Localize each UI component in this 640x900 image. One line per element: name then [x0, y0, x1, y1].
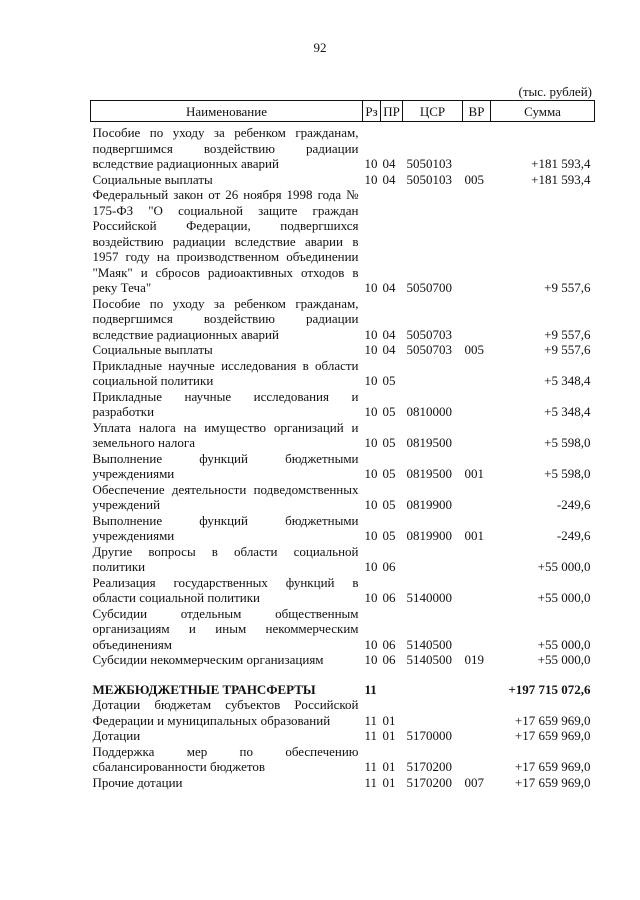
cell-sum: +55 000,0 — [537, 636, 591, 652]
table-row — [91, 296, 595, 343]
table-header-row — [91, 101, 595, 122]
cell-pr: 06 — [382, 590, 396, 605]
cell-csr: 5050700 — [406, 280, 452, 295]
cell-vr — [463, 482, 491, 513]
table-row — [91, 682, 595, 698]
cell-rz: 10 — [364, 280, 378, 295]
cell-csr: 5140500 — [406, 636, 452, 652]
cell-pr: 05 — [382, 466, 396, 481]
cell-sum: +17 659 969,0 — [514, 728, 591, 743]
cell-name: Социальные выплаты — [92, 171, 213, 187]
cell-vr — [463, 122, 491, 172]
cell-rz: 10 — [364, 404, 378, 419]
cell-sum: +17 659 969,0 — [514, 712, 591, 728]
cell-pr — [381, 682, 403, 698]
cell-sum: +5 348,4 — [544, 404, 591, 419]
table-row — [91, 172, 595, 188]
cell-pr: 01 — [382, 774, 396, 790]
cell-vr — [463, 575, 491, 606]
cell-sum: +9 557,6 — [544, 326, 591, 342]
cell-sum: +17 659 969,0 — [514, 759, 591, 774]
table-row — [91, 728, 595, 744]
cell-csr — [403, 544, 463, 575]
cell-pr: 06 — [382, 636, 396, 652]
cell-name: МЕЖБЮДЖЕТНЫЕ ТРАНСФЕРТЫ — [92, 681, 316, 697]
cell-pr: 01 — [382, 759, 396, 774]
table-row — [91, 389, 595, 420]
cell-sum: +17 659 969,0 — [514, 774, 591, 790]
cell-vr — [463, 187, 491, 296]
cell-vr: 007 — [464, 774, 484, 790]
header-rz: Рз — [363, 101, 381, 122]
cell-name: Обеспечение деятельности подведомственных учреждений — [92, 481, 359, 512]
cell-vr: 019 — [464, 652, 484, 667]
cell-rz: 10 — [364, 373, 378, 388]
cell-name: Дотации бюджетам субъектов Российской Федерации и муниципальных образований — [92, 697, 359, 728]
cell-sum: -249,6 — [556, 497, 591, 512]
cell-pr: 01 — [382, 728, 396, 743]
cell-vr — [463, 296, 491, 343]
table-row — [91, 451, 595, 482]
cell-pr: 06 — [382, 559, 396, 574]
cell-sum: +181 593,4 — [531, 171, 591, 187]
cell-name: Выполнение функций бюджетными учреждениями — [92, 450, 359, 481]
cell-sum: +5 598,0 — [544, 435, 591, 450]
table-row — [91, 122, 595, 172]
cell-csr: 5170000 — [406, 728, 452, 743]
cell-csr: 0819500 — [406, 466, 452, 481]
header-vr: ВР — [463, 101, 491, 122]
table-row — [91, 697, 595, 728]
header-sum: Сумма — [491, 101, 595, 122]
cell-pr: 01 — [382, 712, 396, 728]
cell-rz: 10 — [364, 636, 378, 652]
cell-name: Уплата налога на имущество организаций и земельного налога — [92, 419, 359, 450]
cell-csr: 0819500 — [406, 435, 452, 450]
cell-csr: 0819900 — [406, 528, 452, 543]
header-pr: ПР — [381, 101, 403, 122]
cell-pr: 04 — [382, 326, 396, 342]
table-row — [91, 342, 595, 358]
cell-csr: 5050703 — [406, 326, 452, 342]
cell-pr: 05 — [382, 528, 396, 543]
table-row — [91, 513, 595, 544]
cell-csr — [403, 358, 463, 389]
table-row — [91, 775, 595, 791]
budget-table-container — [90, 100, 594, 790]
cell-rz: 10 — [364, 342, 378, 357]
cell-csr: 0810000 — [406, 404, 452, 419]
cell-name: Социальные выплаты — [92, 342, 213, 357]
cell-rz: 11 — [364, 759, 378, 774]
cell-vr: 001 — [464, 528, 484, 543]
cell-pr: 05 — [382, 373, 396, 388]
page-number: 92 — [313, 40, 327, 55]
cell-rz: 10 — [364, 326, 378, 342]
cell-sum: -249,6 — [556, 528, 591, 543]
cell-name: Прочие дотации — [92, 774, 183, 790]
cell-vr: 001 — [464, 466, 484, 481]
cell-sum: +197 715 072,6 — [508, 681, 591, 697]
cell-csr — [403, 697, 463, 728]
table-row — [91, 744, 595, 775]
cell-name: Субсидии отдельным общественным организациям и иным некоммерческим объединениям — [92, 605, 359, 652]
cell-vr — [463, 728, 491, 744]
table-spacer — [91, 668, 595, 682]
cell-csr: 5170200 — [406, 759, 452, 774]
cell-pr: 04 — [382, 156, 396, 171]
cell-pr: 05 — [382, 497, 396, 512]
table-row — [91, 420, 595, 451]
cell-csr: 5140500 — [406, 652, 452, 667]
cell-sum: +9 557,6 — [544, 342, 591, 357]
cell-csr: 5050103 — [406, 171, 452, 187]
units-label: (тыс. рублей) — [518, 84, 592, 99]
cell-rz: 10 — [364, 497, 378, 512]
cell-csr: 5140000 — [406, 590, 452, 605]
cell-rz: 10 — [364, 559, 378, 574]
cell-rz: 10 — [364, 652, 378, 667]
cell-name: Выполнение функций бюджетными учреждениями — [92, 512, 359, 543]
cell-name: Реализация государственных функций в области социальной политики — [92, 574, 359, 605]
cell-name: Прикладные научные исследования и разработки — [92, 388, 359, 419]
cell-pr: 04 — [382, 280, 396, 295]
table-row — [91, 575, 595, 606]
cell-vr — [463, 389, 491, 420]
cell-name: Пособие по уходу за ребенком гражданам, подвергшимся воздействию радиации вследствие радиационных аварий — [92, 295, 359, 342]
header-csr: ЦСР — [403, 101, 463, 122]
cell-vr — [463, 744, 491, 775]
table-spacer-cell — [91, 668, 595, 682]
cell-name: Другие вопросы в области социальной политики — [92, 543, 359, 574]
cell-pr: 05 — [382, 435, 396, 450]
cell-rz: 10 — [364, 171, 378, 187]
table-row — [91, 652, 595, 668]
cell-name: Федеральный закон от 26 ноября 1998 года № 175-ФЗ "О социальной защите граждан Российской Федерации, подвергшихся воздействию радиации вследствие аварии в 1957 году на производственном объединении "Маяк" и сбросов радиоактивных отходов в реку Теча" — [92, 187, 359, 295]
cell-vr — [463, 682, 491, 698]
cell-name: Прикладные научные исследования в области социальной политики — [92, 357, 359, 388]
cell-pr: 04 — [382, 171, 396, 187]
cell-csr: 5170200 — [406, 774, 452, 790]
cell-name: Пособие по уходу за ребенком гражданам, подвергшимся воздействию радиации вследствие радиационных аварий — [92, 125, 359, 171]
cell-sum: +5 348,4 — [544, 373, 591, 388]
header-name: Наименование — [91, 101, 363, 122]
table-row — [91, 482, 595, 513]
cell-name: Субсидии некоммерческим организациям — [92, 652, 324, 667]
cell-pr: 05 — [382, 404, 396, 419]
table-body — [91, 122, 595, 791]
budget-table — [90, 100, 595, 790]
cell-rz: 10 — [364, 156, 378, 171]
cell-rz: 11 — [364, 712, 378, 728]
cell-csr: 5050103 — [406, 156, 452, 171]
cell-sum: +55 000,0 — [537, 652, 591, 667]
cell-vr: 005 — [464, 171, 484, 187]
cell-sum: +9 557,6 — [544, 280, 591, 295]
cell-csr: 5050703 — [406, 342, 452, 357]
cell-rz: 10 — [364, 528, 378, 543]
cell-vr — [463, 697, 491, 728]
cell-pr: 04 — [382, 342, 396, 357]
cell-vr — [463, 358, 491, 389]
cell-sum: +55 000,0 — [537, 590, 591, 605]
cell-vr — [463, 544, 491, 575]
cell-csr — [403, 682, 463, 698]
cell-rz: 11 — [364, 774, 378, 790]
cell-sum: +181 593,4 — [531, 156, 591, 171]
table-row — [91, 358, 595, 389]
cell-rz: 10 — [364, 590, 378, 605]
cell-sum: +5 598,0 — [544, 466, 591, 481]
cell-csr: 0819900 — [406, 497, 452, 512]
cell-name: Дотации — [92, 728, 141, 743]
cell-vr — [463, 420, 491, 451]
cell-rz: 11 — [364, 681, 377, 697]
table-row — [91, 544, 595, 575]
cell-vr — [463, 606, 491, 653]
cell-rz: 10 — [364, 466, 378, 481]
cell-rz: 10 — [364, 435, 378, 450]
cell-vr: 005 — [464, 342, 484, 357]
cell-rz: 11 — [364, 728, 378, 743]
cell-pr: 06 — [382, 652, 396, 667]
cell-name: Поддержка мер по обеспечению сбалансированности бюджетов — [92, 743, 359, 774]
cell-sum: +55 000,0 — [537, 559, 591, 574]
table-row — [91, 606, 595, 653]
table-row — [91, 187, 595, 296]
